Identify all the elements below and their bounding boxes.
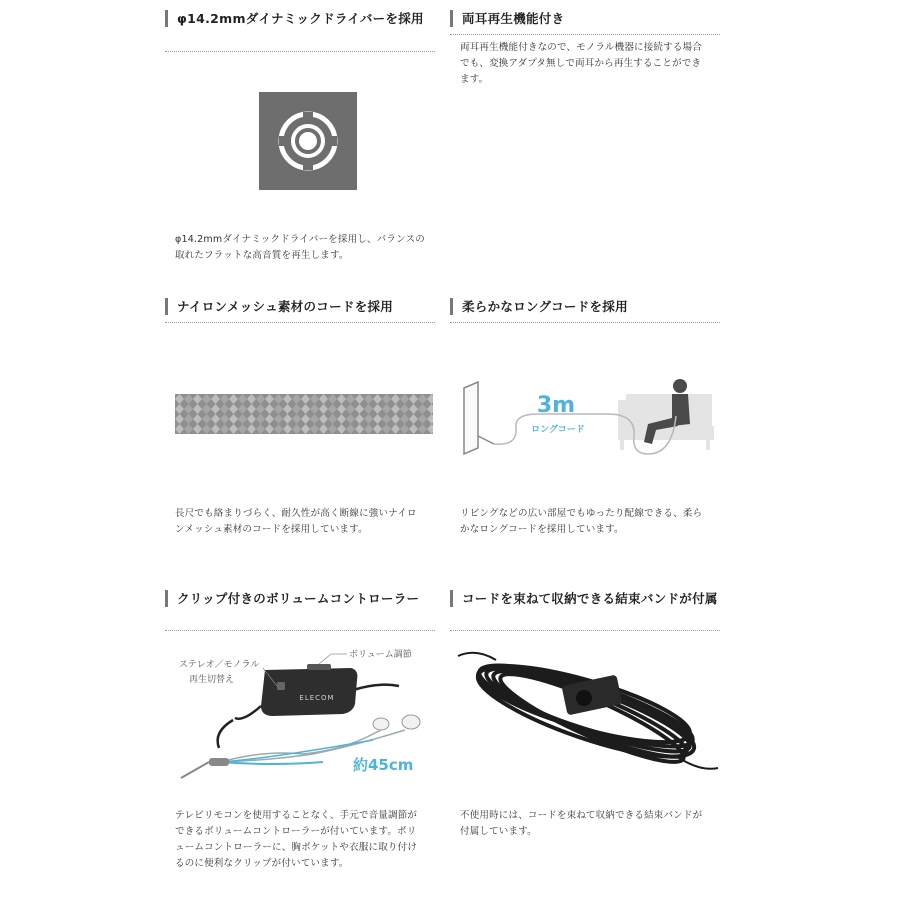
section-title: コードを束ねて収納できる結束バンドが付属 <box>450 590 720 607</box>
section-volume-controller <box>165 590 435 895</box>
section-body: 長尺でも絡まりづらく、耐久性が高く断線に強いナイロンメッシュ素材のコードを採用しています。 <box>175 508 417 535</box>
section-title: 両耳再生機能付き <box>450 10 720 27</box>
section-body: 不使用時には、コードを束ねて収納できる結束バンドが付属しています。 <box>460 810 703 837</box>
long-cord-illustration <box>458 366 720 470</box>
section-nylon-cord <box>165 298 435 568</box>
divider <box>450 322 720 323</box>
cord-length-label: 3m <box>536 393 576 418</box>
divider <box>450 34 720 35</box>
section-title: φ14.2mmダイナミックドライバーを採用 <box>165 10 427 27</box>
braided-cord-image <box>175 394 433 438</box>
tv-icon <box>464 382 494 454</box>
divider <box>450 630 720 631</box>
divider <box>165 630 435 631</box>
volume-controller-icon <box>235 664 357 719</box>
section-cable-tie <box>450 590 720 860</box>
section-title: ナイロンメッシュ素材のコードを採用 <box>165 298 435 315</box>
section-title: クリップ付きのボリュームコントローラー <box>165 590 435 607</box>
length-label: 約45cm <box>353 756 414 774</box>
section-body: 両耳再生機能付きなので、モノラル機器に接続する場合でも、変換アダプタ無しで両耳から再生することができます。 <box>460 42 702 85</box>
section-dual-ear <box>450 10 720 110</box>
section-body: リビングなどの広い部屋でもゆったり配線できる、柔らかなロングコードを採用しています。 <box>460 508 703 535</box>
brand-label: ELECOM <box>299 694 335 702</box>
speaker-driver-icon <box>259 92 357 194</box>
earphone-icon <box>373 715 420 730</box>
section-body: φ14.2mmダイナミックドライバーを採用し、バランスの取れたフラットな高音質を再生します。 <box>175 234 425 261</box>
switch-label: 再生切替え <box>189 675 235 685</box>
divider <box>165 51 435 52</box>
coiled-cable-image <box>456 646 722 790</box>
coiled-cable-icon <box>470 650 703 775</box>
section-body: テレビリモコンを使用することなく、手元で音量調節ができるボリュームコントローラーが付いています。ボリュームコントローラーに、胸ポケットや衣服に取り付けるのに便利なクリップが付いています。 <box>175 810 418 869</box>
section-driver <box>165 10 435 270</box>
divider <box>165 322 435 323</box>
cord-label: ロングコード <box>531 425 585 435</box>
section-title: 柔らかなロングコードを採用 <box>450 298 720 315</box>
section-long-cord <box>450 298 720 568</box>
volume-label: ボリューム調節 <box>349 650 412 660</box>
stereo-mono-label: ステレオ／モノラル <box>179 660 260 670</box>
volume-controller-illustration <box>173 642 435 796</box>
